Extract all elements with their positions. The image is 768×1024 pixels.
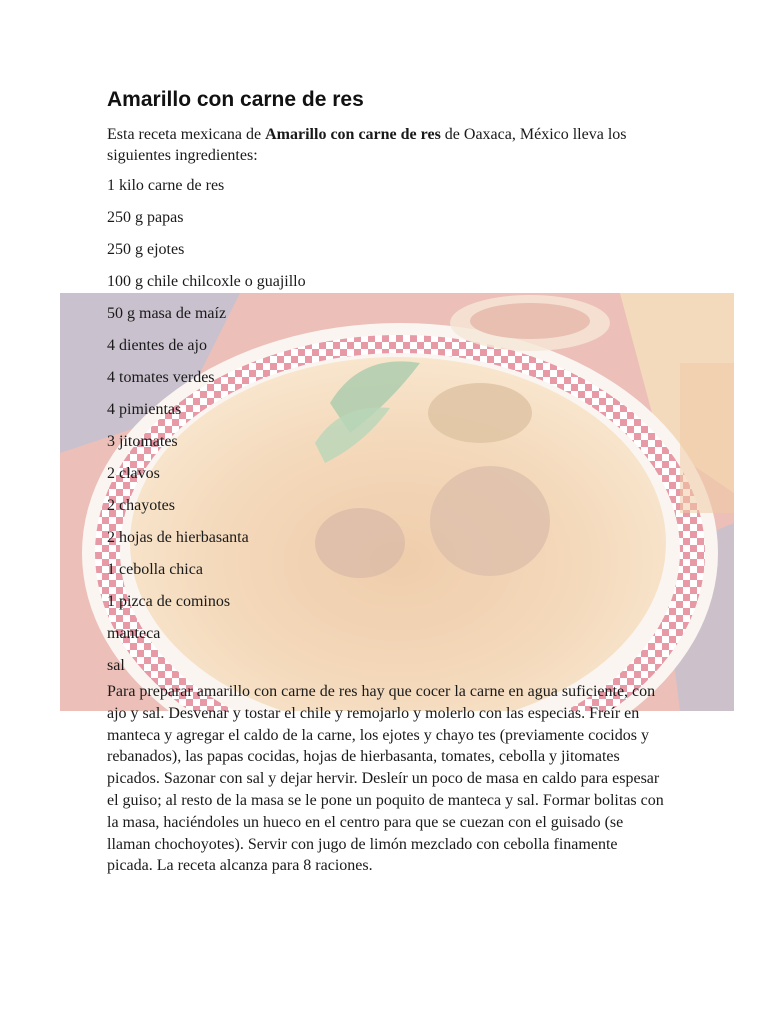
intro-text-after: de Oaxaca, México lleva los siguientes ingredientes: bbox=[107, 126, 627, 164]
intro-text-before: Esta receta mexicana de bbox=[107, 126, 266, 143]
recipe-intro bbox=[107, 124, 667, 166]
ingredient-item: 4 dientes de ajo bbox=[107, 337, 207, 354]
ingredient-item: 2 clavos bbox=[107, 465, 160, 482]
recipe-content bbox=[107, 88, 667, 877]
ingredient-item: 250 g papas bbox=[107, 209, 184, 226]
ingredient-item: 2 chayotes bbox=[107, 497, 175, 514]
ingredient-item: manteca bbox=[107, 625, 161, 642]
intro-dish-name: Amarillo con carne de res bbox=[265, 126, 441, 143]
recipe-title: Amarillo con carne de res bbox=[107, 88, 364, 111]
ingredient-item: 4 pimientas bbox=[107, 401, 182, 418]
recipe-procedure: Para preparar amarillo con carne de res hay que cocer la carne en agua suficiente, con ajo y sal. Desvenar y tostar el chile y remojarlo y molerlo con las especias. Freír en manteca y agregar el caldo de la carne, los ejotes y chayo tes (previamente cocidos y rebanados), las papas cocidas, hojas de hierbasanta, tomates, cebolla y jitomates picados. Sazonar con sal y dejar hervir. Desleír un poco de masa en caldo para espesar el guiso; al resto de la masa se le pone un poquito de manteca y sal. Formar bolitas con la masa, haciéndoles un hueco en el centro para que se cuezan con el guisado (se llaman chochoyotes). Servir con jugo de limón mezclado con cebolla finamente picada. La receta alcanza para 8 raciones. bbox=[107, 683, 664, 875]
ingredient-item: 1 kilo carne de res bbox=[107, 177, 225, 194]
ingredient-item: 2 hojas de hierbasanta bbox=[107, 529, 249, 546]
ingredient-item: 100 g chile chilcoxle o guajillo bbox=[107, 273, 306, 290]
ingredient-item: 250 g ejotes bbox=[107, 241, 185, 258]
ingredient-item: 3 jitomates bbox=[107, 433, 178, 450]
ingredient-list bbox=[107, 175, 667, 676]
ingredient-item: 1 pizca de cominos bbox=[107, 593, 231, 610]
ingredient-item: 50 g masa de maíz bbox=[107, 305, 227, 322]
ingredient-item: 4 tomates verdes bbox=[107, 369, 215, 386]
glass bbox=[680, 363, 734, 513]
ingredient-item: 1 cebolla chica bbox=[107, 561, 203, 578]
ingredient-item: sal bbox=[107, 657, 125, 674]
